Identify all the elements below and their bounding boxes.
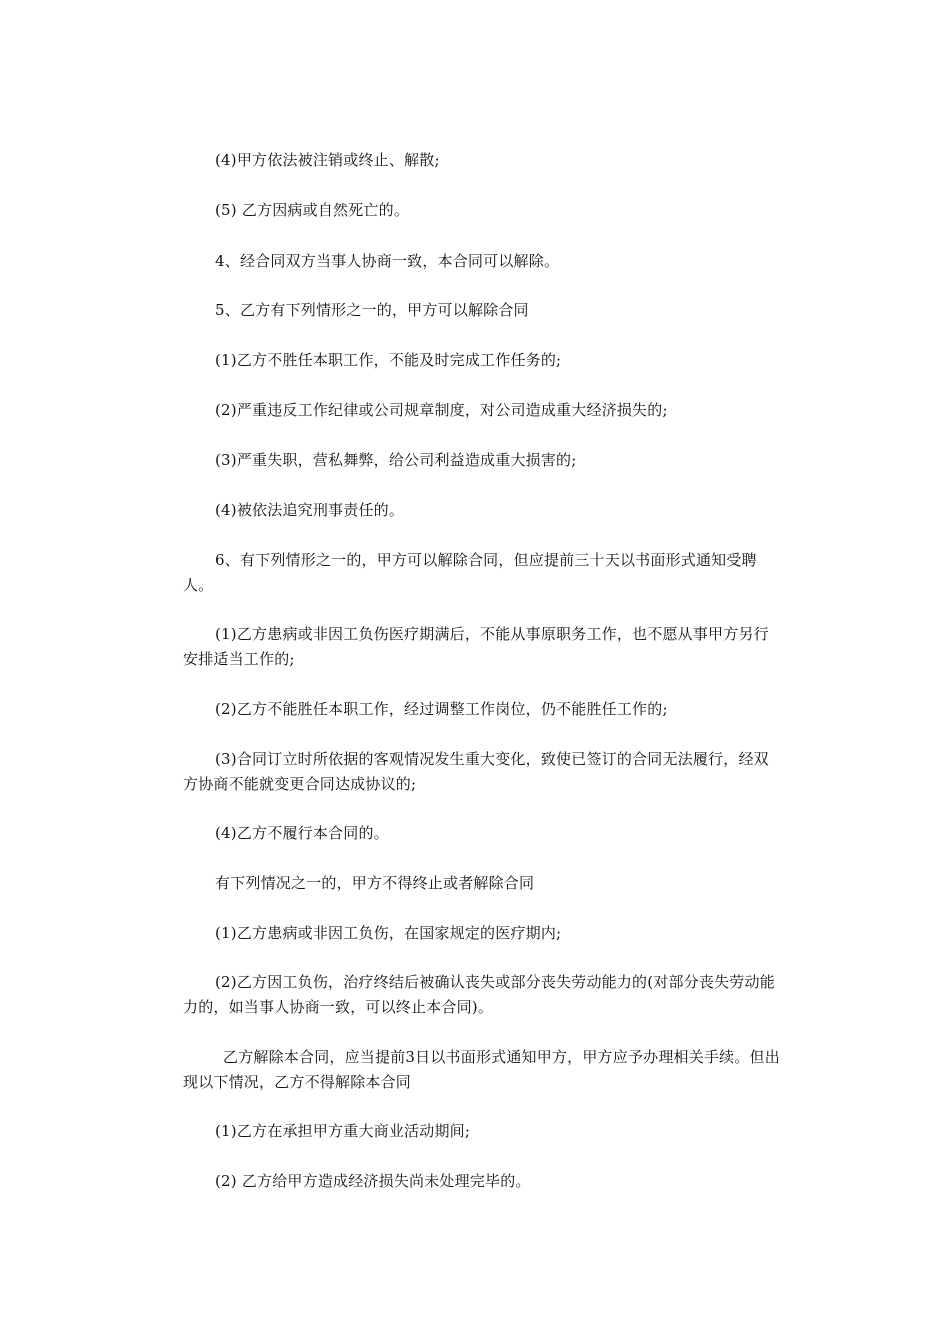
paragraph: (4)甲方依法被注销或终止、解散; xyxy=(215,151,440,169)
paragraph: (5) 乙方因病或自然死亡的。 xyxy=(215,201,410,219)
paragraph: (2)乙方因工负伤，治疗终结后被确认丧失或部分丧失劳动能力的(对部分丧失劳动能力的，如当事人协商一致，可以终止本合同)。 xyxy=(183,973,775,1016)
paragraph: (4)乙方不履行本合同的。 xyxy=(215,824,389,842)
paragraph: 4、经合同双方当事人协商一致，本合同可以解除。 xyxy=(215,252,560,270)
paragraph: (1)乙方在承担甲方重大商业活动期间; xyxy=(215,1122,471,1140)
paragraph: 6、有下列情形之一的，甲方可以解除合同，但应提前三十天以书面形式通知受聘人。 xyxy=(183,551,757,594)
paragraph: (3)合同订立时所依据的客观情况发生重大变化，致使已签订的合同无法履行，经双方协商不能就变更合同达成协议的; xyxy=(183,750,769,793)
paragraph: (2)乙方不能胜任本职工作，经过调整工作岗位，仍不能胜任工作的; xyxy=(215,700,668,718)
paragraph: (2)严重违反工作纪律或公司规章制度，对公司造成重大经济损失的; xyxy=(215,401,668,419)
paragraph: (2) 乙方给甲方造成经济损失尚未处理完毕的。 xyxy=(215,1172,531,1190)
paragraph: 有下列情况之一的，甲方不得终止或者解除合同 xyxy=(215,874,535,892)
paragraph: (1)乙方患病或非因工负伤医疗期满后，不能从事原职务工作，也不愿从事甲方另行安排适当工作的; xyxy=(183,625,769,668)
paragraph: (1)乙方患病或非因工负伤，在国家规定的医疗期内; xyxy=(215,924,562,942)
paragraph: (3)严重失职，营私舞弊，给公司利益造成重大损害的; xyxy=(215,451,577,469)
paragraph: 5、乙方有下列情形之一的，甲方可以解除合同 xyxy=(215,301,529,319)
paragraph: (4)被依法追究刑事责任的。 xyxy=(215,501,405,519)
paragraph: (1)乙方不胜任本职工作，不能及时完成工作任务的; xyxy=(215,351,562,369)
paragraph: 乙方解除本合同，应当提前3日以书面形式通知甲方，甲方应予办理相关手续。但出现以下情况，乙方不得解除本合同 xyxy=(183,1048,780,1091)
